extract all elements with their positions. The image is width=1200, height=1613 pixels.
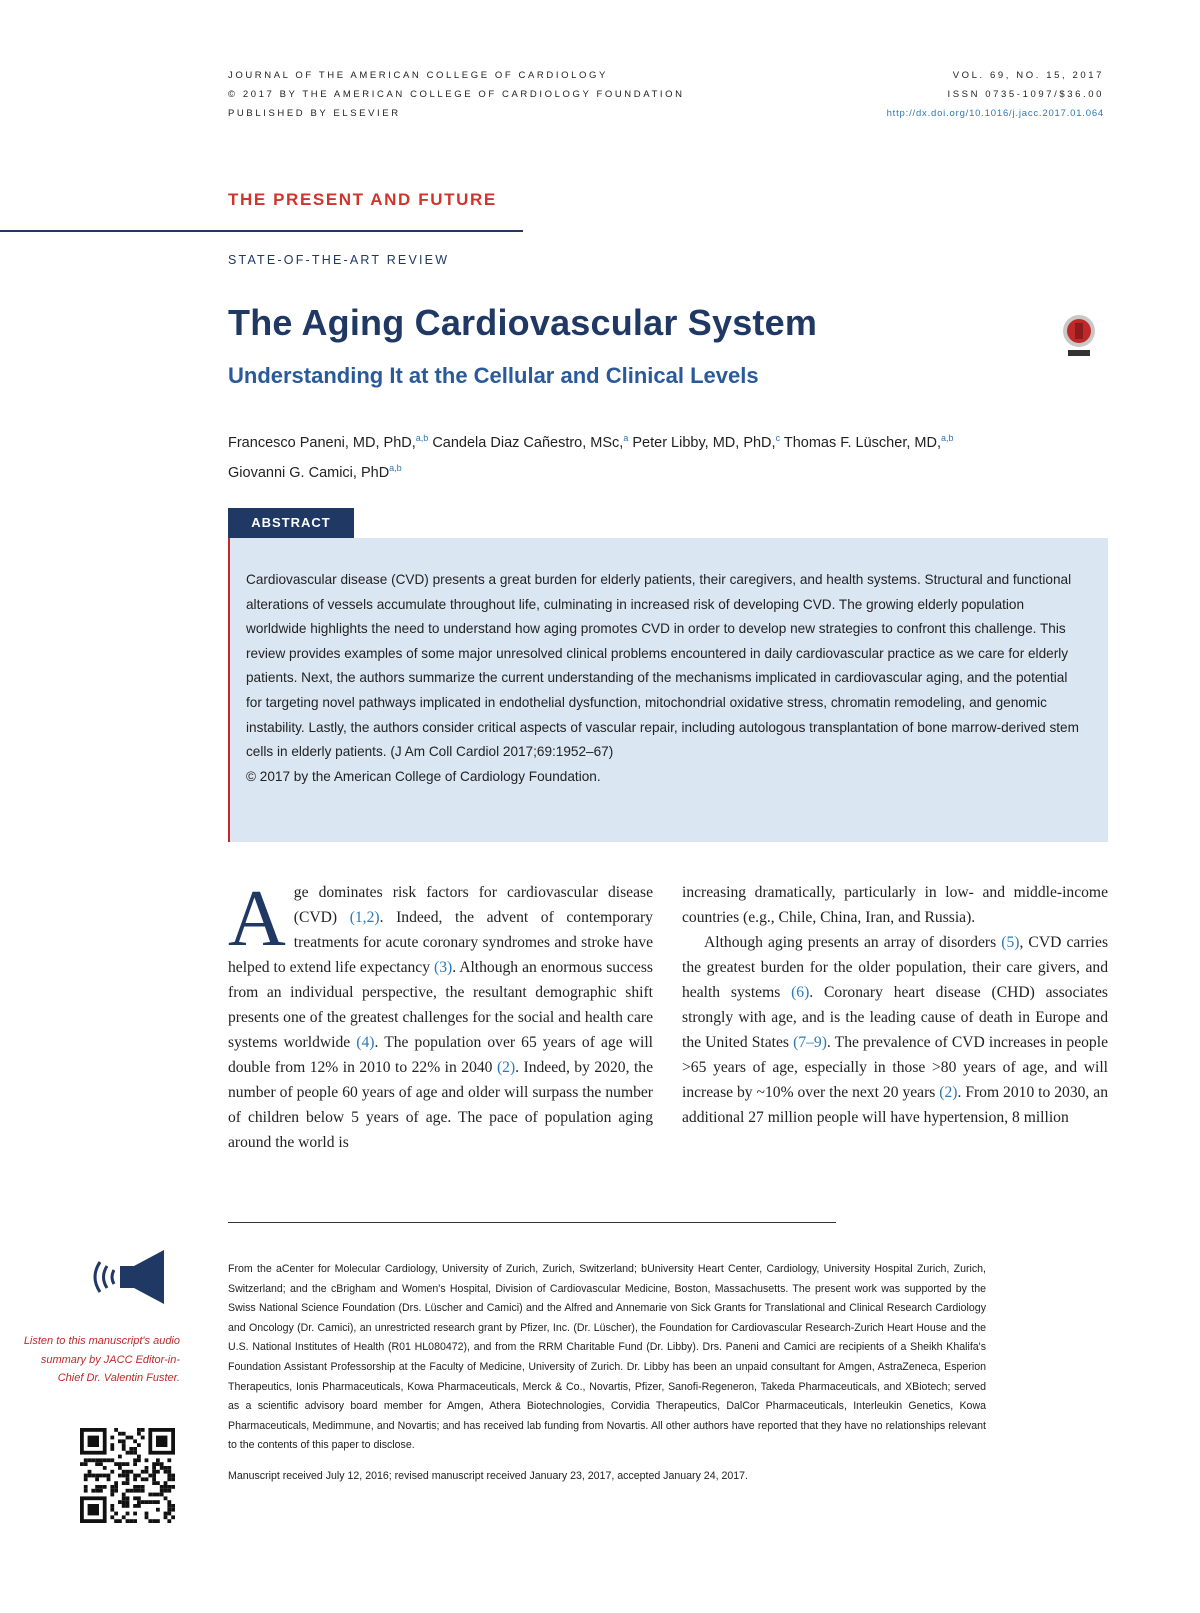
qr-code-icon [80,1428,175,1523]
body-column-right [682,880,1108,1130]
speaker-icon[interactable] [88,1248,170,1306]
reference-link[interactable]: (7–9) [793,1034,827,1051]
abstract-body: Cardiovascular disease (CVD) presents a great burden for elderly patients, their caregivers, and health systems. Structural and functional alterations of vessels accumulate throughout life, culminating in increased risk of developing CVD. The growing elderly population worldwide highlights the need to understand how aging promotes CVD in order to develop new strategies to confront this challenge. This review provides examples of some major unresolved clinical problems encountered in daily cardiovascular practice as we care for elderly patients. Next, the authors summarize the current understanding of the mechanisms implicated in cardiovascular aging, and the potential for targeting novel pathways implicated in endothelial dysfunction, mitochondrial oxidative stress, chromatin remodeling, and genomic instability. Lastly, the authors consider critical aspects of vascular repair, including autologous transplantation of bone marrow-derived stem cells in elderly patients. [246,572,1079,760]
body-text: . Coronary heart disease (CHD) associates strongly with age, and is the leading cause of death in Europe and the United States [682,984,1108,1051]
affiliation-marker[interactable]: a,b [415,433,429,443]
body-paragraph: increasing dramatically, particularly in low- and middle-income countries (e.g., Chile, China, Iran, and Russia). [682,884,1108,926]
journal-name: JOURNAL OF THE AMERICAN COLLEGE OF CARDIOLOGY [228,70,608,81]
body-text: . Although an enormous success from an individual perspective, the resultant demographic shift presents one of the greatest challenges for the social and health care systems worldwide [228,959,653,1051]
body-text: . Indeed, by 2020, the number of people 60 years of age and older will surpass the number of children below 5 years of age. The pace of population aging around the world is [228,1059,653,1151]
journal-copyright: © 2017 BY THE AMERICAN COLLEGE OF CARDIOLOGY FOUNDATION [228,89,685,100]
affiliation-marker[interactable]: a,b [389,462,402,473]
article-subtitle: Understanding It at the Cellular and Clinical Levels [228,363,759,388]
crossmark-icon[interactable] [1060,314,1098,360]
volume-info: VOL. 69, NO. 15, 2017 [952,70,1104,81]
reference-link[interactable]: (4) [356,1034,375,1051]
drop-cap: A [228,875,286,963]
article-type: STATE-OF-THE-ART REVIEW [228,253,450,267]
article-title: The Aging Cardiovascular System [228,302,818,343]
body-text: , CVD carries the greatest burden for the older population, their care givers, and health systems [682,934,1109,1001]
abstract-copyright: © 2017 by the American College of Cardiology Foundation. [246,768,601,784]
author-list [228,426,1108,486]
affiliation-marker[interactable]: c [775,433,781,443]
abstract-text [246,568,1080,789]
body-column-left [228,875,653,1155]
reference-link[interactable]: (5) [1001,934,1020,951]
affiliation-marker[interactable]: a [623,433,629,443]
affiliation-marker[interactable]: a,b [940,433,954,443]
body-text: Although aging presents an array of disorders [704,934,1002,951]
author-name: Candela Diaz Cañestro, MSc, [432,434,624,451]
journal-publisher: PUBLISHED BY ELSEVIER [228,108,401,119]
reference-link[interactable]: (2) [939,1084,958,1101]
section-label: THE PRESENT AND FUTURE [228,190,497,209]
reference-link[interactable]: (6) [791,984,810,1001]
reference-link[interactable]: (2) [496,1059,516,1076]
journal-meta [887,66,1104,123]
section-divider [0,230,523,232]
body-text: . The population over 65 years of age will double from 12% in 2010 to 22% in 2040 [228,1034,653,1076]
journal-header [228,66,685,123]
author-name: Thomas F. Lüscher, MD, [783,434,941,451]
body-text: . From 2010 to 2030, an additional 27 million people will have hypertension, 8 million [682,1084,1108,1126]
abstract-label: ABSTRACT [228,508,354,538]
body-paragraph [228,875,653,1151]
issn: ISSN 0735-1097/$36.00 [947,89,1104,100]
body-paragraph [682,930,1108,1130]
body-text: . The prevalence of CVD increases in people >65 years of age, especially in those >80 years of age, and will increase by ~10% over the next 20 years [682,1034,1108,1101]
reference-link[interactable]: (1,2) [349,909,380,926]
manuscript-dates: Manuscript received July 12, 2016; revised manuscript received January 23, 2017, accepted January 24, 2017. [228,1470,748,1482]
abstract-citation: (J Am Coll Cardiol 2017;69:1952–67) [390,744,614,760]
author-name: Giovanni G. Camici, PhD [228,464,390,481]
author-name: Francesco Paneni, MD, PhD, [228,434,416,451]
audio-summary-text[interactable]: Listen to this manuscript's audio summary by JACC Editor-in-Chief Dr. Valentin Fuster. [23,1335,180,1384]
author-name: Peter Libby, MD, PhD, [632,434,776,451]
footnote-divider [228,1222,836,1223]
body-text: ge dominates risk factors for cardiovascular disease (CVD) [293,884,653,926]
affiliation-footnote: From the aCenter for Molecular Cardiology, University of Zurich, Zurich, Switzerland; bUniversity Heart Center, Cardiology, University Hospital Zurich, Zurich, Switzerland; and the cBrigham and Women's Hospital, Division of Cardiovascular Medicine, Boston, Massachusetts. The present work was supported by the Swiss National Science Foundation (Drs. Lüscher and Camici) and the Alfred and Annemarie von Sick Grants for Translational and Clinical Research Cardiology and Oncology (Dr. Camici), an unrestricted research grant by Pfizer, Inc. (Dr. Lüscher), the Foundation for Cardiovascular Research-Zurich Heart House and the U.S. National Institutes of Health (R01 HL080472), and from the RRM Charitable Fund (Dr. Libby). Drs. Paneni and Camici are recipients of a Sheikh Khalifa's Foundation Assistant Professorship at the Faculty of Medicine, University of Zurich. Dr. Libby has been an unpaid consultant for Amgen, AstraZeneca, Esperion Therapeutics, Ionis Pharmaceuticals, Kowa Pharmaceuticals, Merck & Co., Novartis, Pfizer, Sanofi-Regeneron, Takeda Pharmaceuticals, and XBiotech; served as a scientific advisory board member for Amgen, Athera Biotechnologies, Corvidia Therapeutics, DalCor Pharmaceuticals, Interleukin Genetics, Kowa Pharmaceuticals, Medimmune, and Novartis; and has received lab funding from Novartis. All other authors have reported that they have no relationships relevant to the contents of this paper to disclose. [228,1263,986,1452]
reference-link[interactable]: (3) [434,959,453,976]
doi-link[interactable]: http://dx.doi.org/10.1016/j.jacc.2017.01.064 [886,108,1104,119]
body-text: . Indeed, the advent of contemporary treatments for acute coronary syndromes and stroke have helped to extend life expectancy [228,909,653,976]
